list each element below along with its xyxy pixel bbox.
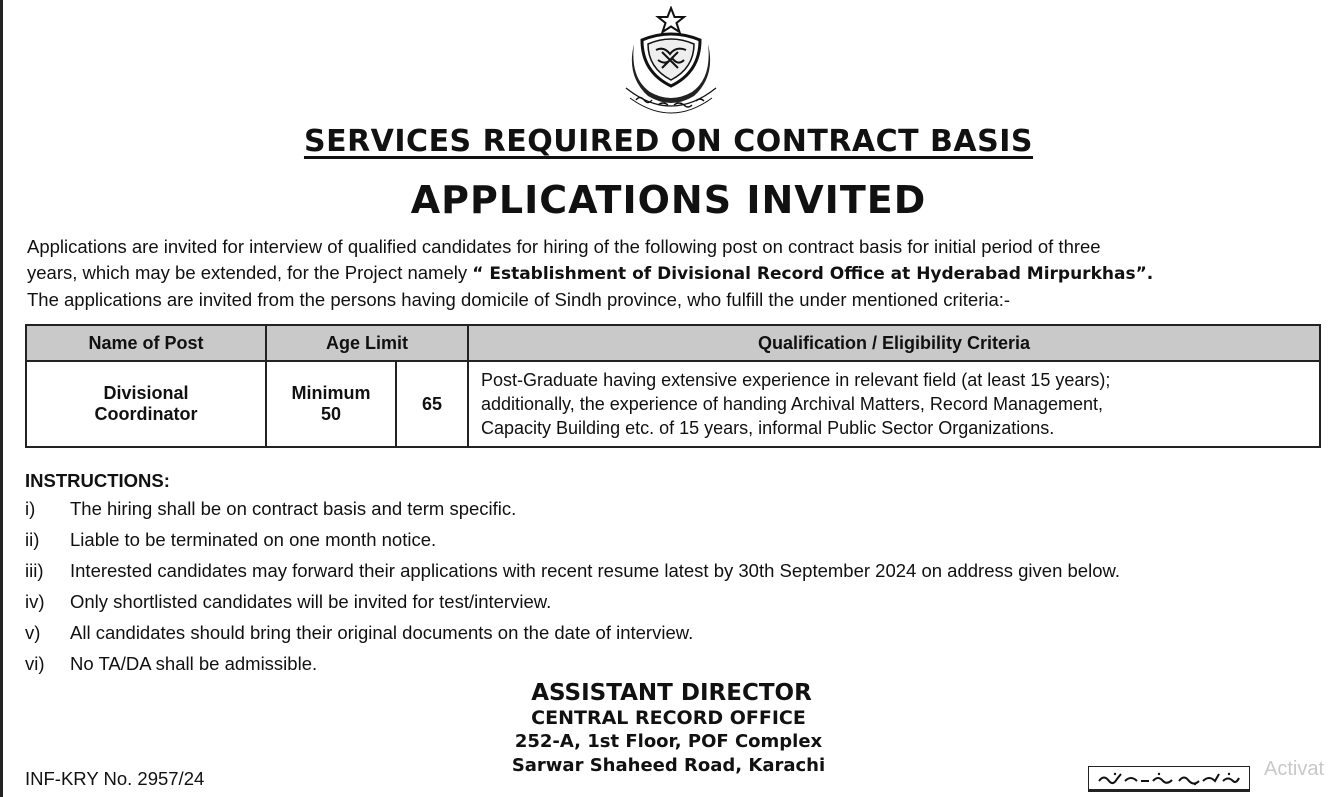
item-text: Liable to be terminated on one month notice.	[70, 529, 437, 550]
signatory-title: ASSISTANT DIRECTOR	[531, 680, 812, 706]
intro-line-2	[27, 260, 1327, 287]
address-line-2: Sarwar Shaheed Road, Karachi	[511, 755, 826, 776]
qualification-line-2: additionally, the experience of handing Archival Matters, Record Management,	[481, 394, 1104, 414]
list-item	[25, 560, 1325, 591]
age-minimum-cell	[266, 361, 396, 447]
item-text: Only shortlisted candidates will be invited for test/interview.	[70, 591, 552, 612]
age-minimum-label: Minimum	[291, 383, 371, 403]
sindh-government-emblem-icon	[612, 6, 730, 118]
item-number: vi)	[25, 653, 45, 674]
header-qualification: Qualification / Eligibility Criteria	[468, 325, 1320, 361]
header-age-limit: Age Limit	[266, 325, 468, 361]
signatory-office: CENTRAL RECORD OFFICE	[531, 707, 806, 729]
qualification-line-1: Post-Graduate having extensive experience in relevant field (at least 15 years);	[481, 370, 1111, 390]
item-number: i)	[25, 498, 36, 519]
list-item	[25, 591, 1325, 622]
table-header-row	[26, 325, 1320, 361]
posts-table	[25, 324, 1321, 448]
list-item	[25, 498, 1325, 529]
item-number: iv)	[25, 591, 45, 612]
sindhi-slogan-script-icon	[1095, 770, 1243, 786]
page-subtitle: APPLICATIONS INVITED	[410, 178, 927, 222]
post-name-line-2: Coordinator	[94, 404, 198, 424]
item-number: ii)	[25, 529, 40, 550]
instructions-list	[25, 498, 1325, 684]
intro-paragraph	[27, 234, 1327, 313]
list-item	[25, 529, 1325, 560]
item-text: Interested candidates may forward their applications with recent resume latest by 30th September 2024 on address given below.	[70, 560, 1120, 581]
intro-line-1: Applications are invited for interview of qualified candidates for hiring of the following post on contract basis for initial period of three	[27, 236, 1101, 257]
header-name-of-post: Name of Post	[26, 325, 266, 361]
item-number: iii)	[25, 560, 44, 581]
page-title: SERVICES REQUIRED ON CONTRACT BASIS	[303, 124, 1034, 159]
project-name: “ Establishment of Divisional Record Office at Hyderabad Mirpurkhas”.	[472, 264, 1154, 284]
reference-number: INF-KRY No. 2957/24	[25, 768, 205, 789]
qualification-cell	[468, 361, 1320, 447]
qualification-line-3: Capacity Building etc. of 15 years, informal Public Sector Organizations.	[481, 418, 1055, 438]
sindhi-slogan-stamp	[1088, 766, 1250, 792]
watermark-text: Activat	[1264, 758, 1325, 780]
item-number: v)	[25, 622, 41, 643]
age-maximum-cell: 65	[396, 361, 468, 447]
item-text: The hiring shall be on contract basis and term specific.	[70, 498, 517, 519]
address-line-1: 252-A, 1st Floor, POF Complex	[514, 731, 823, 752]
intro-line-3: The applications are invited from the persons having domicile of Sindh province, who fulfill the under mentioned criteria:-	[27, 289, 1011, 310]
list-item	[25, 622, 1325, 653]
instructions-heading: INSTRUCTIONS:	[25, 470, 170, 491]
intro-line-2-prefix: years, which may be extended, for the Project namely	[27, 262, 473, 283]
page-border-line	[0, 0, 3, 797]
item-text: No TA/DA shall be admissible.	[70, 653, 318, 674]
table-row	[26, 361, 1320, 447]
age-minimum-value: 50	[320, 404, 342, 424]
item-text: All candidates should bring their original documents on the date of interview.	[70, 622, 694, 643]
post-name-line-1: Divisional	[103, 383, 189, 403]
post-name-cell	[26, 361, 266, 447]
